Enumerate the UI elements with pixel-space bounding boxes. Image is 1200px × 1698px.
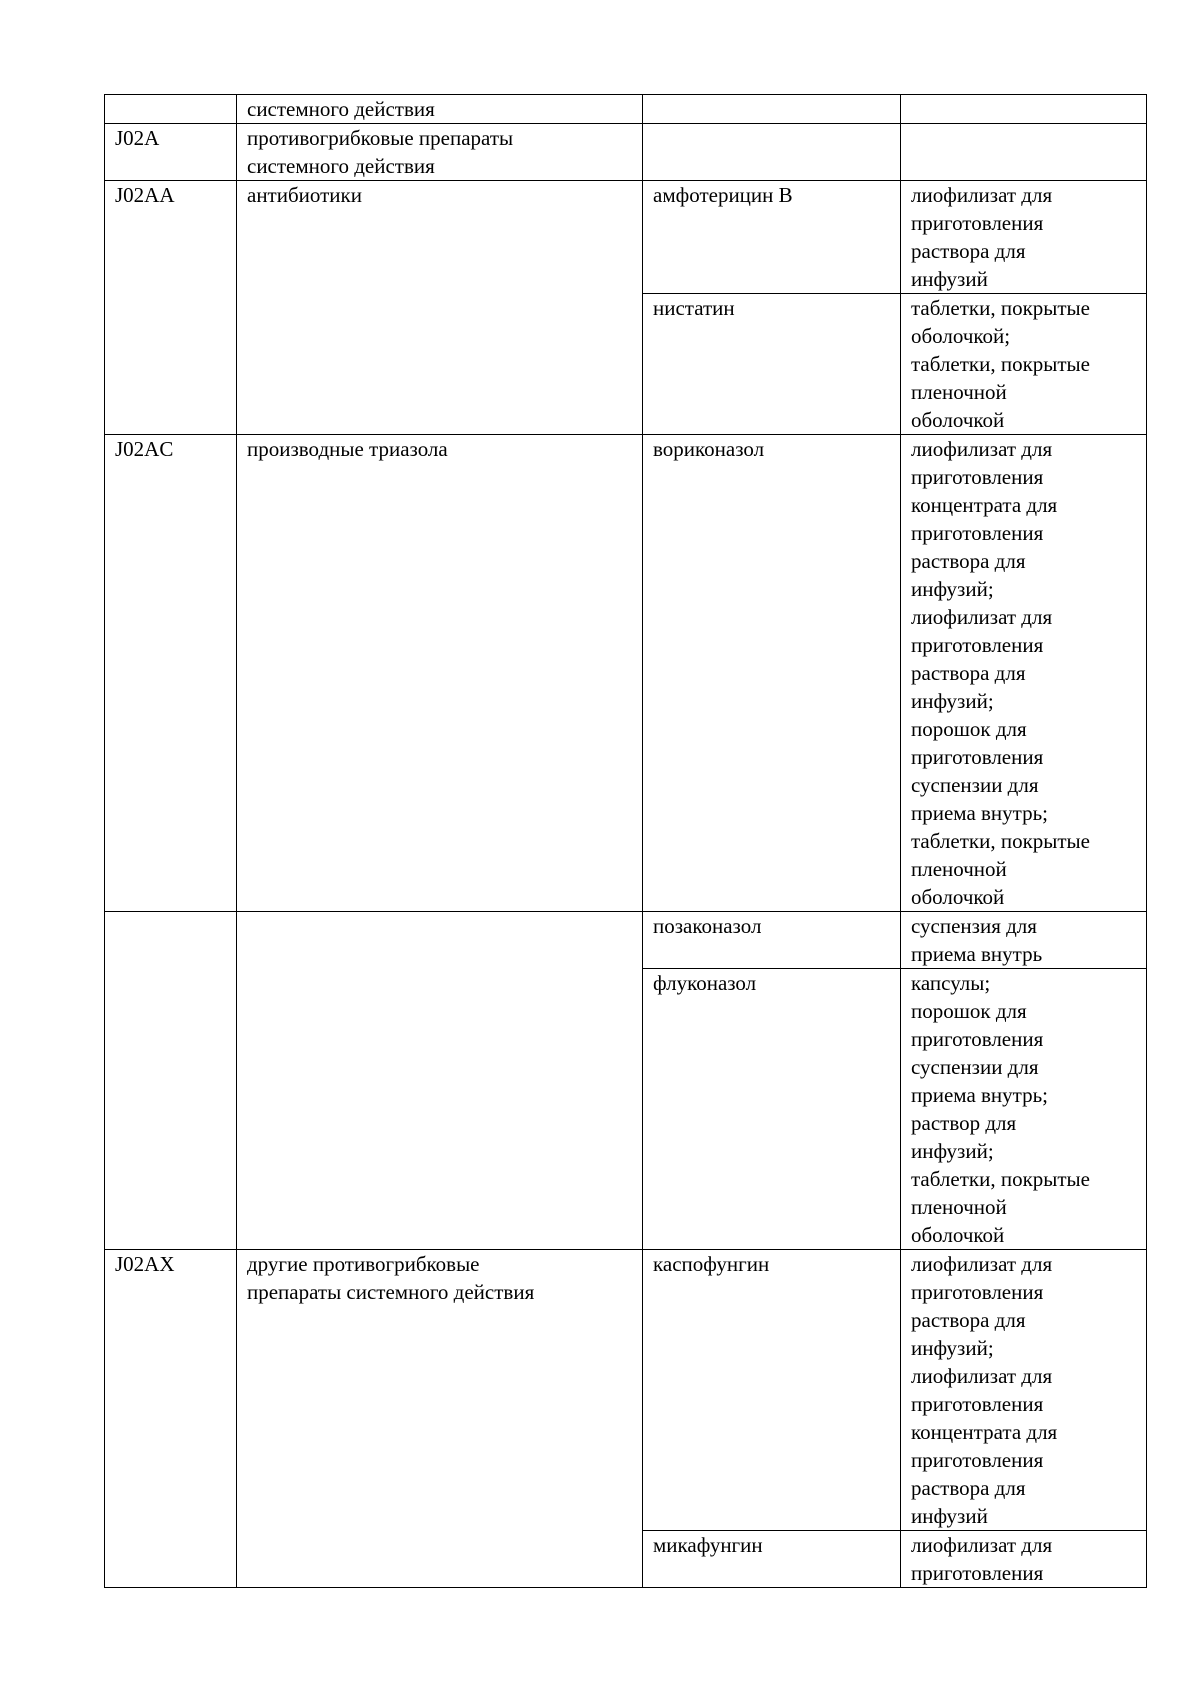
dosage-form-line: приготовления [911, 1392, 1044, 1416]
dosage-form-line: лиофилизат для [911, 437, 1053, 461]
group-name-cell [237, 181, 643, 435]
dosage-form-line: оболочкой [911, 408, 1005, 432]
group-name-line: препараты системного действия [247, 1280, 535, 1304]
dosage-form-line: инфузий; [911, 689, 994, 713]
dosage-form-line: пленочной [911, 1195, 1007, 1219]
drug-name-cell: флуконазол [643, 969, 901, 1250]
table-row [105, 1250, 1147, 1531]
dosage-form-cell [901, 1531, 1147, 1588]
dosage-form-line: приготовления [911, 745, 1044, 769]
table-row [105, 181, 1147, 294]
dosage-form-cell [901, 1250, 1147, 1531]
dosage-form-line: пленочной [911, 857, 1007, 881]
dosage-form-line: раствора для [911, 661, 1026, 685]
dosage-form-cell [901, 95, 1147, 124]
dosage-form-line: приготовления [911, 211, 1044, 235]
dosage-form-line: суспензия для [911, 914, 1037, 938]
dosage-form-line: оболочкой; [911, 324, 1011, 348]
atc-code-cell: J02AA [105, 181, 237, 435]
dosage-form-cell [901, 181, 1147, 294]
dosage-form-line: раствор для [911, 1111, 1017, 1135]
table-row [105, 912, 1147, 969]
dosage-form-cell [901, 912, 1147, 969]
atc-code-cell [105, 95, 237, 124]
group-name-line: антибиотики [247, 183, 362, 207]
group-name-line: системного действия [247, 154, 435, 178]
dosage-form-line: инфузий; [911, 1336, 994, 1360]
dosage-form-line: приготовления [911, 1561, 1044, 1585]
group-name-cell [237, 95, 643, 124]
dosage-form-cell [901, 294, 1147, 435]
dosage-form-cell [901, 435, 1147, 912]
dosage-form-line: приема внутрь; [911, 801, 1049, 825]
dosage-form-line: суспензии для [911, 773, 1039, 797]
dosage-form-line: лиофилизат для [911, 1364, 1053, 1388]
drug-name-cell: каспофунгин [643, 1250, 901, 1531]
group-name-line: производные триазола [247, 437, 448, 461]
drug-name-cell [643, 124, 901, 181]
drug-name-cell: нистатин [643, 294, 901, 435]
drug-name-cell: вориконазол [643, 435, 901, 912]
dosage-form-line: концентрата для [911, 1420, 1058, 1444]
table-row [105, 124, 1147, 181]
dosage-form-line: лиофилизат для [911, 605, 1053, 629]
dosage-form-line: раствора для [911, 239, 1026, 263]
group-name-cell [237, 435, 643, 912]
table-row [105, 95, 1147, 124]
dosage-form-line: таблетки, покрытые [911, 352, 1090, 376]
atc-code-cell: J02AC [105, 435, 237, 912]
dosage-form-line: порошок для [911, 717, 1027, 741]
dosage-form-line: пленочной [911, 380, 1007, 404]
atc-code-cell: J02A [105, 124, 237, 181]
group-name-line: противогрибковые препараты [247, 126, 514, 150]
dosage-form-cell [901, 969, 1147, 1250]
dosage-form-line: таблетки, покрытые [911, 829, 1090, 853]
dosage-form-line: приготовления [911, 1448, 1044, 1472]
dosage-form-line: приготовления [911, 1280, 1044, 1304]
atc-code-cell: J02AX [105, 1250, 237, 1588]
dosage-form-line: инфузий [911, 267, 988, 291]
group-name-line: другие противогрибковые [247, 1252, 480, 1276]
dosage-form-line: суспензии для [911, 1055, 1039, 1079]
dosage-form-line: раствора для [911, 549, 1026, 573]
dosage-form-line: оболочкой [911, 885, 1005, 909]
group-name-cell [237, 912, 643, 1250]
dosage-form-line: концентрата для [911, 493, 1058, 517]
dosage-form-line: приготовления [911, 465, 1044, 489]
dosage-form-line: приготовления [911, 521, 1044, 545]
dosage-form-line: инфузий; [911, 577, 994, 601]
dosage-form-line: лиофилизат для [911, 1533, 1053, 1557]
drug-classification-table [104, 94, 1147, 1588]
dosage-form-line: таблетки, покрытые [911, 296, 1090, 320]
table-row [105, 435, 1147, 912]
dosage-form-line: лиофилизат для [911, 183, 1053, 207]
group-name-cell [237, 124, 643, 181]
dosage-form-line: капсулы; [911, 971, 991, 995]
dosage-form-line: порошок для [911, 999, 1027, 1023]
drug-name-cell: позаконазол [643, 912, 901, 969]
dosage-form-line: инфузий; [911, 1139, 994, 1163]
dosage-form-line: раствора для [911, 1476, 1026, 1500]
group-name-line: системного действия [247, 97, 435, 121]
atc-code-cell [105, 912, 237, 1250]
dosage-form-line: лиофилизат для [911, 1252, 1053, 1276]
dosage-form-line: приготовления [911, 1027, 1044, 1051]
group-name-cell [237, 1250, 643, 1588]
dosage-form-line: инфузий [911, 1504, 988, 1528]
drug-name-cell: микафунгин [643, 1531, 901, 1588]
dosage-form-line: приема внутрь; [911, 1083, 1049, 1107]
dosage-form-line: приема внутрь [911, 942, 1043, 966]
drug-name-cell: амфотерицин B [643, 181, 901, 294]
dosage-form-cell [901, 124, 1147, 181]
drug-name-cell [643, 95, 901, 124]
dosage-form-line: раствора для [911, 1308, 1026, 1332]
dosage-form-line: оболочкой [911, 1223, 1005, 1247]
dosage-form-line: приготовления [911, 633, 1044, 657]
dosage-form-line: таблетки, покрытые [911, 1167, 1090, 1191]
